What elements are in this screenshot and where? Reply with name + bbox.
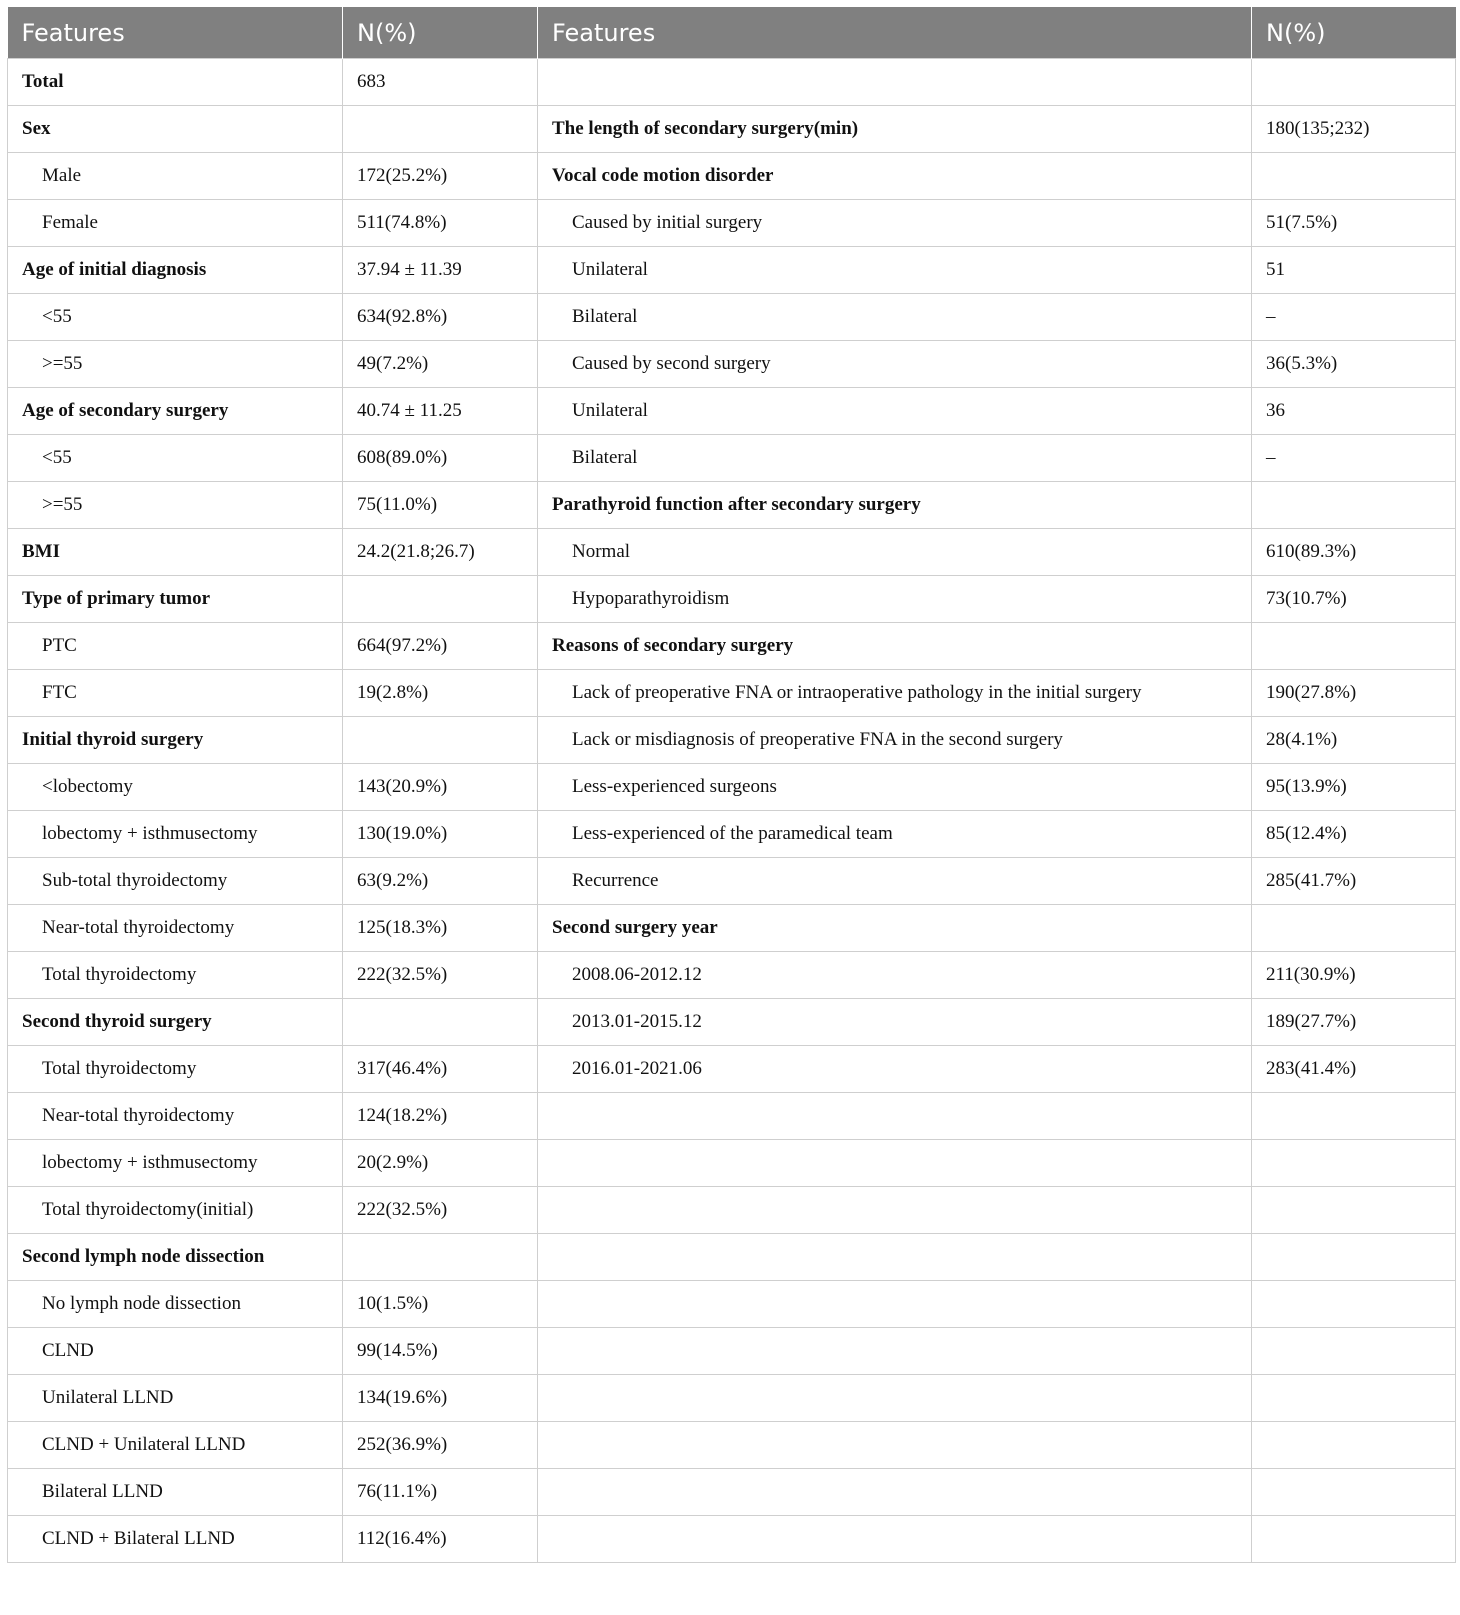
feature-cell-left: >=55 [8, 482, 343, 529]
feature-cell-left: >=55 [8, 341, 343, 388]
value-cell-left: 252(36.9%) [343, 1422, 538, 1469]
value-cell-right: 51 [1252, 247, 1456, 294]
feature-cell-right: Vocal code motion disorder [538, 153, 1252, 200]
value-cell-right: 36(5.3%) [1252, 341, 1456, 388]
table-row [8, 576, 1456, 623]
characteristics-table [7, 7, 1456, 1563]
value-cell-right: 180(135;232) [1252, 106, 1456, 153]
value-cell-left: 75(11.0%) [343, 482, 538, 529]
table-row [8, 952, 1456, 999]
value-cell-right [1252, 1469, 1456, 1516]
value-cell-left: 24.2(21.8;26.7) [343, 529, 538, 576]
value-cell-left: 112(16.4%) [343, 1516, 538, 1563]
table-body [8, 59, 1456, 1563]
table-row [8, 59, 1456, 106]
table-row [8, 670, 1456, 717]
feature-cell-right: Bilateral [538, 294, 1252, 341]
table-row [8, 341, 1456, 388]
value-cell-left [343, 999, 538, 1046]
feature-cell-left: CLND + Unilateral LLND [8, 1422, 343, 1469]
header-n-percent-right: N(%) [1252, 7, 1456, 59]
feature-cell-left: Total [8, 59, 343, 106]
table-row [8, 1422, 1456, 1469]
feature-cell-right [538, 1328, 1252, 1375]
table-row [8, 247, 1456, 294]
feature-cell-right [538, 1469, 1252, 1516]
table-row [8, 1187, 1456, 1234]
feature-cell-right [538, 1234, 1252, 1281]
table-row [8, 999, 1456, 1046]
feature-cell-left: Age of secondary surgery [8, 388, 343, 435]
table-row [8, 529, 1456, 576]
table-row [8, 1093, 1456, 1140]
value-cell-left: 608(89.0%) [343, 435, 538, 482]
value-cell-right [1252, 623, 1456, 670]
feature-cell-right [538, 59, 1252, 106]
value-cell-left: 20(2.9%) [343, 1140, 538, 1187]
header-n-percent-left: N(%) [343, 7, 538, 59]
feature-cell-right: Lack or misdiagnosis of preoperative FNA in the second surgery [538, 717, 1252, 764]
value-cell-right: 610(89.3%) [1252, 529, 1456, 576]
feature-cell-left: Near-total thyroidectomy [8, 1093, 343, 1140]
feature-cell-left: lobectomy + isthmusectomy [8, 1140, 343, 1187]
feature-cell-left: Total thyroidectomy [8, 1046, 343, 1093]
value-cell-right: 283(41.4%) [1252, 1046, 1456, 1093]
value-cell-left: 511(74.8%) [343, 200, 538, 247]
value-cell-left [343, 1234, 538, 1281]
value-cell-left: 40.74 ± 11.25 [343, 388, 538, 435]
value-cell-right [1252, 482, 1456, 529]
feature-cell-left: Sex [8, 106, 343, 153]
feature-cell-left: Type of primary tumor [8, 576, 343, 623]
value-cell-right: 73(10.7%) [1252, 576, 1456, 623]
value-cell-left: 222(32.5%) [343, 1187, 538, 1234]
table-row [8, 388, 1456, 435]
table-row [8, 1375, 1456, 1422]
value-cell-left: 19(2.8%) [343, 670, 538, 717]
value-cell-right [1252, 1422, 1456, 1469]
feature-cell-right [538, 1281, 1252, 1328]
feature-cell-left: <lobectomy [8, 764, 343, 811]
feature-cell-right: Second surgery year [538, 905, 1252, 952]
feature-cell-left: FTC [8, 670, 343, 717]
table-row [8, 1140, 1456, 1187]
feature-cell-left: PTC [8, 623, 343, 670]
value-cell-left: 222(32.5%) [343, 952, 538, 999]
feature-cell-left: Near-total thyroidectomy [8, 905, 343, 952]
value-cell-right: 190(27.8%) [1252, 670, 1456, 717]
value-cell-right: 51(7.5%) [1252, 200, 1456, 247]
value-cell-right [1252, 1328, 1456, 1375]
table-row [8, 200, 1456, 247]
feature-cell-left: Second thyroid surgery [8, 999, 343, 1046]
table-row [8, 153, 1456, 200]
feature-cell-right [538, 1093, 1252, 1140]
value-cell-right [1252, 1093, 1456, 1140]
value-cell-left: 10(1.5%) [343, 1281, 538, 1328]
table-container [7, 7, 1455, 1563]
value-cell-right: – [1252, 294, 1456, 341]
header-features-right: Features [538, 7, 1252, 59]
value-cell-left [343, 106, 538, 153]
feature-cell-left: Bilateral LLND [8, 1469, 343, 1516]
feature-cell-left: No lymph node dissection [8, 1281, 343, 1328]
value-cell-right: 189(27.7%) [1252, 999, 1456, 1046]
value-cell-right: 285(41.7%) [1252, 858, 1456, 905]
value-cell-left: 317(46.4%) [343, 1046, 538, 1093]
table-row [8, 905, 1456, 952]
value-cell-left: 49(7.2%) [343, 341, 538, 388]
value-cell-left: 130(19.0%) [343, 811, 538, 858]
table-row [8, 435, 1456, 482]
value-cell-right: – [1252, 435, 1456, 482]
feature-cell-left: BMI [8, 529, 343, 576]
feature-cell-left: CLND + Bilateral LLND [8, 1516, 343, 1563]
value-cell-left: 134(19.6%) [343, 1375, 538, 1422]
table-row [8, 623, 1456, 670]
feature-cell-right: 2008.06-2012.12 [538, 952, 1252, 999]
table-row [8, 1234, 1456, 1281]
feature-cell-right: Unilateral [538, 388, 1252, 435]
feature-cell-right: Recurrence [538, 858, 1252, 905]
table-row [8, 1516, 1456, 1563]
feature-cell-right [538, 1187, 1252, 1234]
feature-cell-left: <55 [8, 294, 343, 341]
feature-cell-right [538, 1422, 1252, 1469]
value-cell-right [1252, 1281, 1456, 1328]
value-cell-right: 36 [1252, 388, 1456, 435]
table-row [8, 106, 1456, 153]
value-cell-left: 124(18.2%) [343, 1093, 538, 1140]
feature-cell-left: Age of initial diagnosis [8, 247, 343, 294]
feature-cell-right [538, 1140, 1252, 1187]
feature-cell-left: Initial thyroid surgery [8, 717, 343, 764]
value-cell-right [1252, 1516, 1456, 1563]
feature-cell-left: Male [8, 153, 343, 200]
value-cell-right [1252, 59, 1456, 106]
value-cell-left: 99(14.5%) [343, 1328, 538, 1375]
feature-cell-right: Caused by second surgery [538, 341, 1252, 388]
feature-cell-left: Unilateral LLND [8, 1375, 343, 1422]
feature-cell-right: Unilateral [538, 247, 1252, 294]
feature-cell-left: <55 [8, 435, 343, 482]
feature-cell-left: Second lymph node dissection [8, 1234, 343, 1281]
value-cell-right: 28(4.1%) [1252, 717, 1456, 764]
value-cell-right [1252, 1234, 1456, 1281]
value-cell-right [1252, 1140, 1456, 1187]
feature-cell-right: Parathyroid function after secondary surgery [538, 482, 1252, 529]
value-cell-left: 63(9.2%) [343, 858, 538, 905]
value-cell-right: 95(13.9%) [1252, 764, 1456, 811]
value-cell-left: 76(11.1%) [343, 1469, 538, 1516]
table-row [8, 1281, 1456, 1328]
feature-cell-right: The length of secondary surgery(min) [538, 106, 1252, 153]
value-cell-right [1252, 1187, 1456, 1234]
value-cell-left: 172(25.2%) [343, 153, 538, 200]
feature-cell-right [538, 1375, 1252, 1422]
feature-cell-left: Total thyroidectomy [8, 952, 343, 999]
feature-cell-left: Female [8, 200, 343, 247]
feature-cell-left: Sub-total thyroidectomy [8, 858, 343, 905]
header-row [8, 7, 1456, 59]
feature-cell-right: Reasons of secondary surgery [538, 623, 1252, 670]
table-row [8, 482, 1456, 529]
table-row [8, 858, 1456, 905]
value-cell-left: 125(18.3%) [343, 905, 538, 952]
feature-cell-left: CLND [8, 1328, 343, 1375]
feature-cell-right: Bilateral [538, 435, 1252, 482]
table-row [8, 717, 1456, 764]
feature-cell-right: Less-experienced surgeons [538, 764, 1252, 811]
table-row [8, 1469, 1456, 1516]
feature-cell-right: 2013.01-2015.12 [538, 999, 1252, 1046]
table-row [8, 1046, 1456, 1093]
value-cell-left: 683 [343, 59, 538, 106]
feature-cell-right: Hypoparathyroidism [538, 576, 1252, 623]
table-row [8, 1328, 1456, 1375]
value-cell-left: 37.94 ± 11.39 [343, 247, 538, 294]
feature-cell-left: lobectomy + isthmusectomy [8, 811, 343, 858]
feature-cell-right: 2016.01-2021.06 [538, 1046, 1252, 1093]
feature-cell-right: Caused by initial surgery [538, 200, 1252, 247]
table-row [8, 811, 1456, 858]
feature-cell-right: Normal [538, 529, 1252, 576]
value-cell-left [343, 717, 538, 764]
table-row [8, 294, 1456, 341]
header-features-left: Features [8, 7, 343, 59]
value-cell-right [1252, 905, 1456, 952]
value-cell-right [1252, 1375, 1456, 1422]
value-cell-right [1252, 153, 1456, 200]
value-cell-left: 664(97.2%) [343, 623, 538, 670]
value-cell-right: 211(30.9%) [1252, 952, 1456, 999]
feature-cell-right: Less-experienced of the paramedical team [538, 811, 1252, 858]
value-cell-left: 634(92.8%) [343, 294, 538, 341]
feature-cell-right: Lack of preoperative FNA or intraoperative pathology in the initial surgery [538, 670, 1252, 717]
value-cell-left [343, 576, 538, 623]
feature-cell-left: Total thyroidectomy(initial) [8, 1187, 343, 1234]
value-cell-right: 85(12.4%) [1252, 811, 1456, 858]
table-row [8, 764, 1456, 811]
feature-cell-right [538, 1516, 1252, 1563]
value-cell-left: 143(20.9%) [343, 764, 538, 811]
